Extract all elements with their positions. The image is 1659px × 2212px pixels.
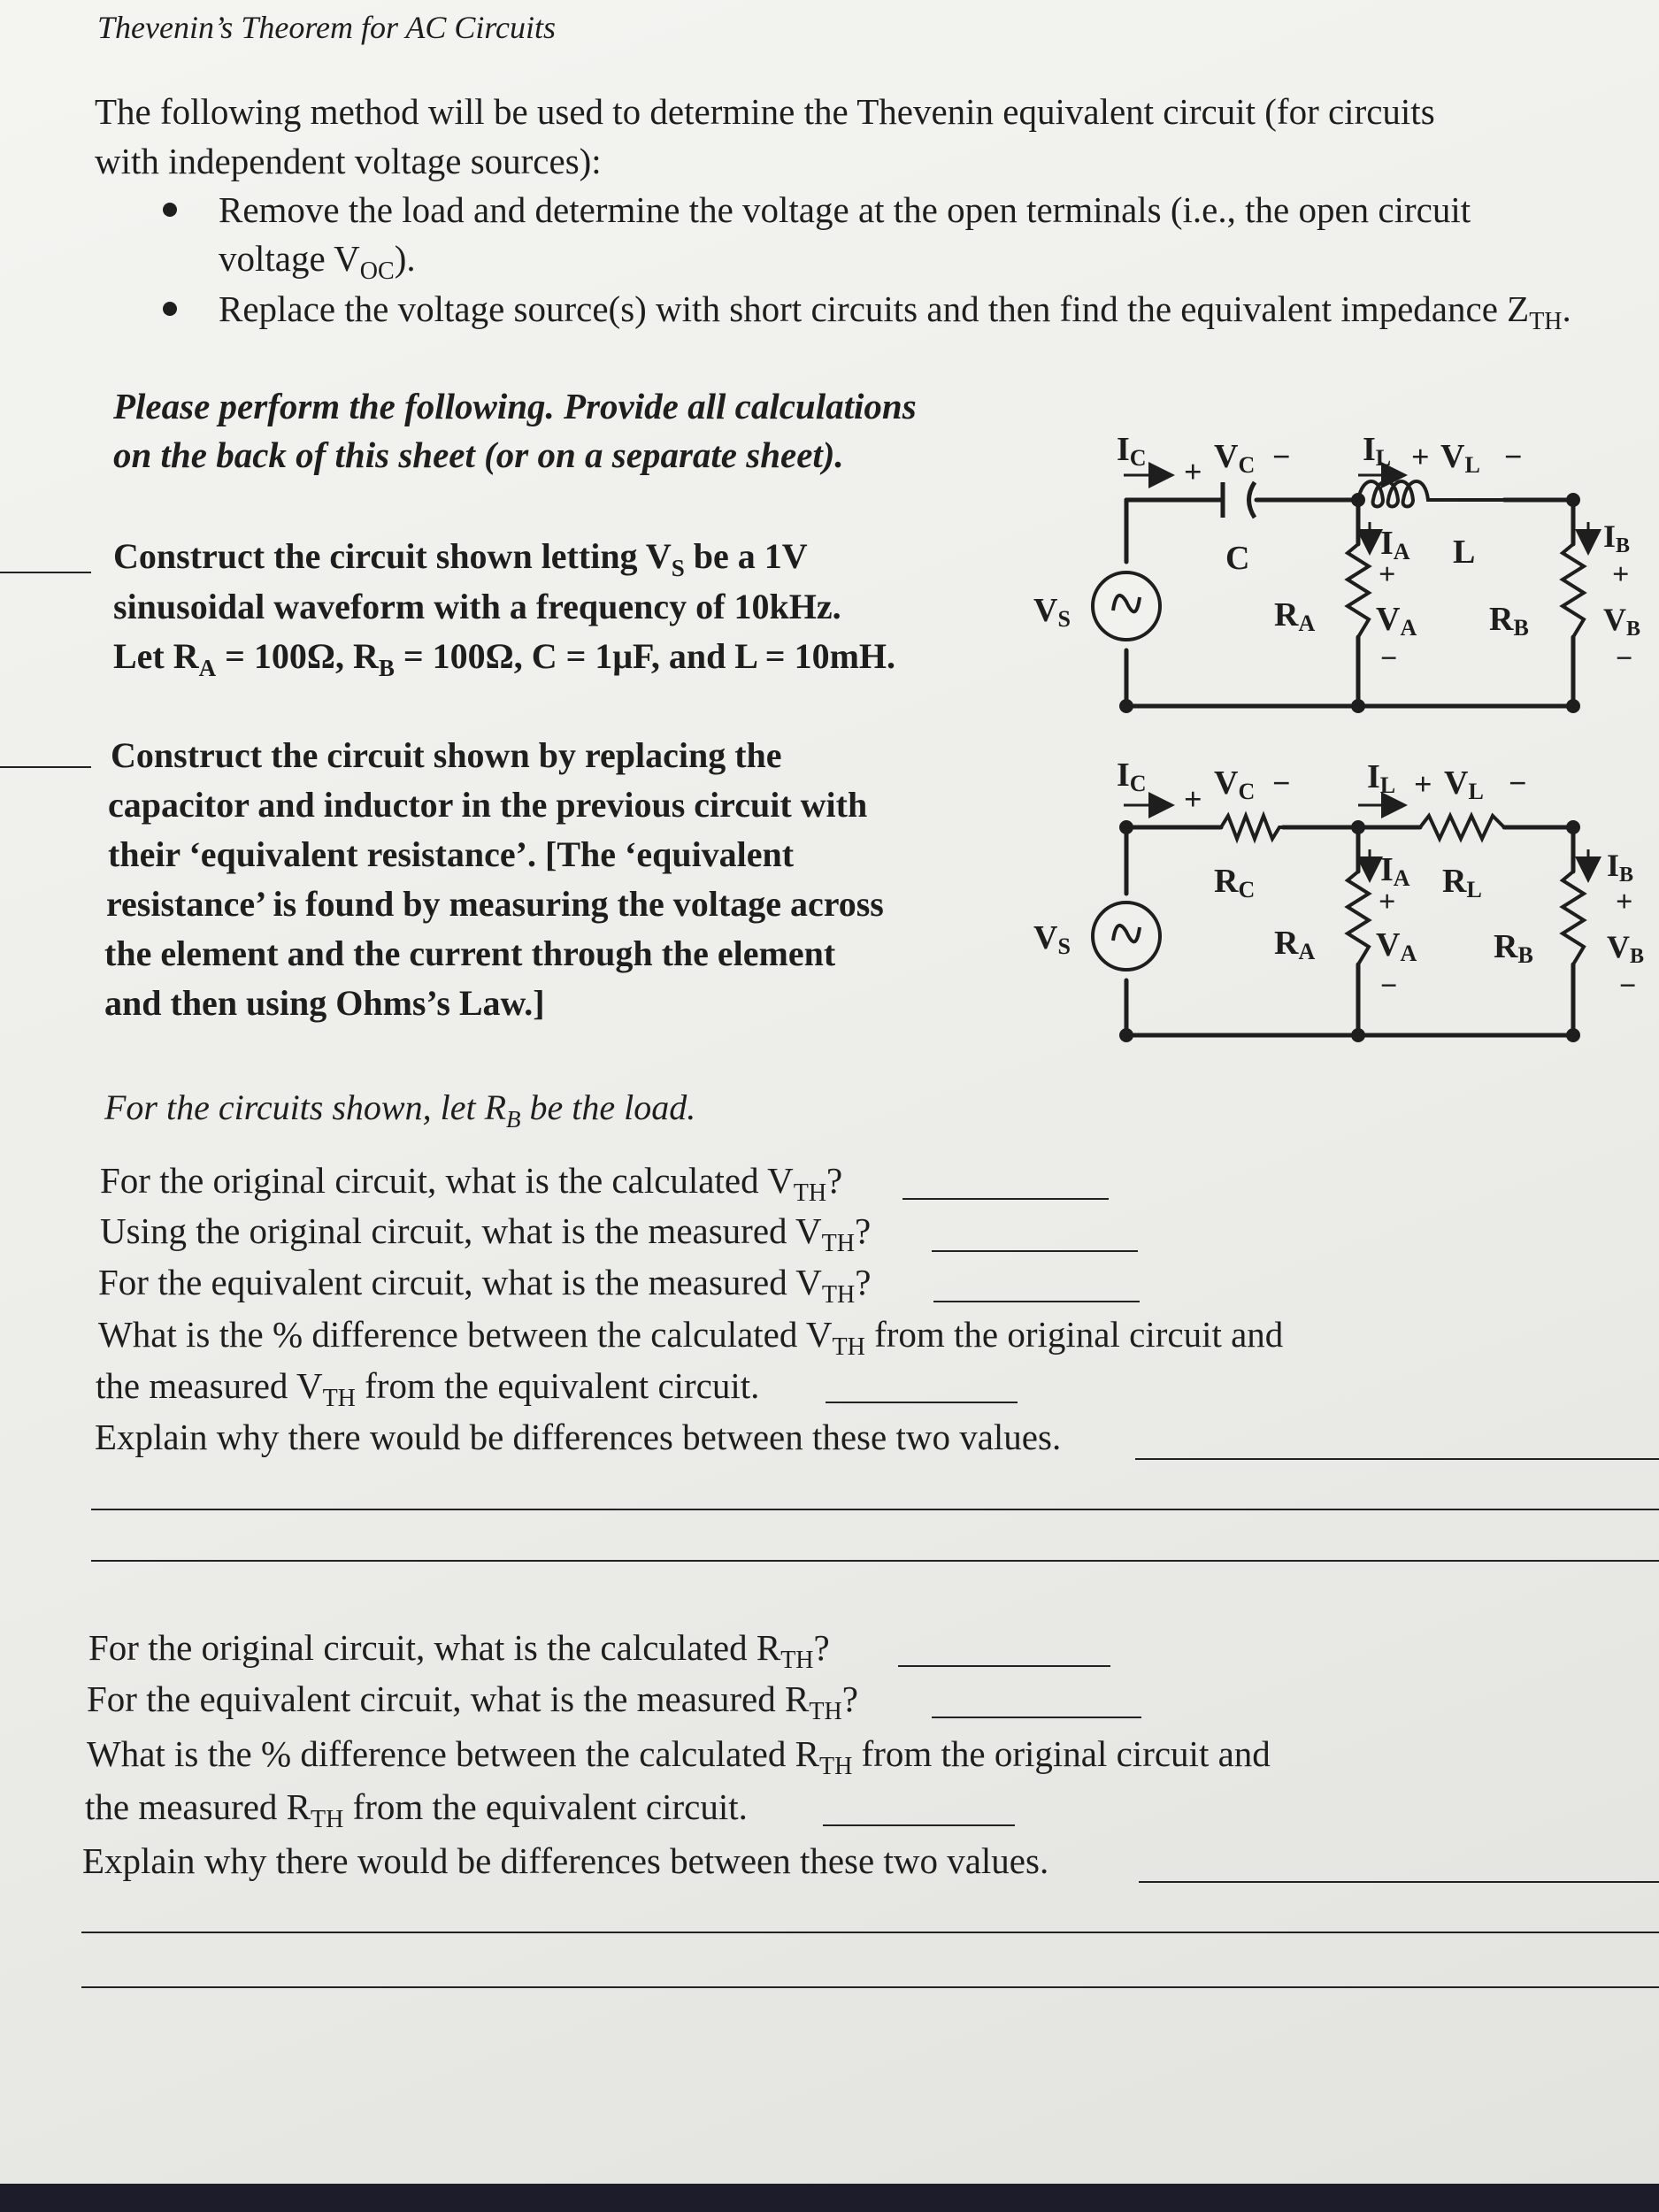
c1-ra-label: RA xyxy=(1274,596,1316,636)
c1-vl-minus: − xyxy=(1504,439,1523,474)
c2-vc-plus: + xyxy=(1184,781,1202,817)
task2-line-5: the element and the current through the element xyxy=(104,933,836,973)
bullet-1-line-1: Remove the load and determine the voltage at the open terminals (i.e., the open circuit xyxy=(219,189,1471,230)
resistor-ra2-symbol xyxy=(1348,872,1369,964)
c1-va-label: VA xyxy=(1376,601,1417,641)
c2-rb-label: RB xyxy=(1494,928,1533,968)
capacitor-symbol xyxy=(1223,482,1255,518)
c2-va-minus: − xyxy=(1380,970,1398,1002)
bullet-2-line-1: Replace the voltage source(s) with short circuits and then find the equivalent impedance $Z_{TH}$. xyxy=(219,288,1571,336)
c2-ic-label: IC xyxy=(1117,757,1147,796)
intro-line-1: The following method will be used to determine the Thevenin equivalent circuit (for circuits xyxy=(95,91,1435,132)
c1-vb-minus: − xyxy=(1616,642,1633,675)
c1-vb-plus: + xyxy=(1612,558,1630,591)
rth-q5: Explain why there would be differences between these two values. xyxy=(82,1840,1049,1881)
instructions-line-1: Please perform the following. Provide all calculations xyxy=(113,386,917,426)
rth-q4-answer-line[interactable] xyxy=(823,1824,1015,1826)
vth-q5-answer-line[interactable] xyxy=(826,1402,1018,1403)
load-note: For the circuits shown, let $R_B$ be the load. xyxy=(104,1087,696,1133)
bullet-1-line-2: voltage $V_{OC}$). xyxy=(219,238,416,286)
page-title: Thevenin’s Theorem for AC Circuits xyxy=(97,10,557,45)
rth-q4: the measured $R_{TH}$ from the equivalent circuit. xyxy=(85,1786,748,1834)
c2-vc-minus: − xyxy=(1272,765,1291,801)
c2-vl-label: VL xyxy=(1444,764,1484,804)
c1-ia-label: IA xyxy=(1380,525,1410,565)
resistor-rb-symbol xyxy=(1563,544,1584,637)
c2-vc-label: VC xyxy=(1214,764,1256,804)
c1-ib-label: IB xyxy=(1603,518,1631,557)
c1-vb-label: VB xyxy=(1603,602,1641,641)
c1-vs-label: VS xyxy=(1033,592,1071,632)
vth-q3: For the equivalent circuit, what is the measured $V_{TH}$? xyxy=(98,1262,872,1310)
c2-vb-label: VB xyxy=(1607,929,1645,968)
c2-vl-minus: − xyxy=(1509,765,1527,801)
task1-line-2: sinusoidal waveform with a frequency of 10kHz. xyxy=(113,587,841,626)
task1-line-1: Construct the circuit shown letting $V_S$ be a 1V xyxy=(113,536,808,581)
resistor-rl-symbol xyxy=(1420,816,1504,839)
rth-q2-answer-line[interactable] xyxy=(932,1717,1141,1718)
vth-q1-answer-line[interactable] xyxy=(902,1198,1109,1200)
c2-ra-label: RA xyxy=(1274,925,1316,964)
instructions-line-2: on the back of this sheet (or on a separate sheet). xyxy=(113,434,844,475)
bottom-edge xyxy=(0,2184,1659,2212)
task2-line-4: resistance’ is found by measuring the voltage across xyxy=(106,884,884,924)
vth-q2-answer-line[interactable] xyxy=(932,1250,1138,1252)
c2-il-label: IL xyxy=(1367,758,1396,798)
vth-q6-answer-line-3[interactable] xyxy=(91,1560,1659,1562)
c2-vs-label: VS xyxy=(1033,919,1071,959)
rth-q2: For the equivalent circuit, what is the measured $R_{TH}$? xyxy=(87,1678,858,1726)
c1-vl-plus: + xyxy=(1411,439,1430,474)
vth-q2: Using the original circuit, what is the measured $V_{TH}$? xyxy=(100,1210,872,1258)
voltage-source-symbol xyxy=(1093,572,1160,640)
resistor-ra-symbol xyxy=(1348,544,1369,637)
task2-line-3: their ‘equivalent resistance’. [The ‘equivalent xyxy=(108,834,795,874)
intro-line-2: with independent voltage sources): xyxy=(95,141,602,181)
rth-q5-answer-line-2[interactable] xyxy=(81,1932,1659,1933)
c1-vc-minus: − xyxy=(1272,439,1291,474)
c1-l-label: L xyxy=(1453,534,1476,571)
task2-line-2: capacitor and inductor in the previous circuit with xyxy=(108,785,868,825)
rth-q5-answer-line-1[interactable] xyxy=(1139,1881,1659,1883)
c1-vc-label: VC xyxy=(1214,438,1256,478)
task2-line-1: Construct the circuit shown by replacing the xyxy=(111,735,782,775)
c2-vl-plus: + xyxy=(1414,766,1432,802)
vth-q1: For the original circuit, what is the calculated $V_{TH}$? xyxy=(100,1160,843,1208)
vth-q4: What is the % difference between the calculated $V_{TH}$ from the original circuit and xyxy=(98,1314,1284,1362)
c1-vc-plus: + xyxy=(1184,454,1202,489)
c2-rl-label: RL xyxy=(1442,863,1482,902)
task1-line-3: Let $R_A = 100\Omega$, $R_B = 100\Omega$, C = 1μF, and L = 10mH. xyxy=(113,636,896,681)
resistor-rb2-symbol xyxy=(1563,872,1584,964)
c2-vb-minus: − xyxy=(1619,970,1637,1002)
vth-q6-answer-line-2[interactable] xyxy=(91,1509,1659,1510)
c2-va-label: VA xyxy=(1376,926,1417,966)
vth-q3-answer-line[interactable] xyxy=(933,1301,1140,1302)
c2-ia-label: IA xyxy=(1380,851,1410,891)
voltage-source-2-symbol xyxy=(1093,902,1160,970)
vth-q5: the measured $V_{TH}$ from the equivalent circuit. xyxy=(96,1365,760,1413)
c1-va-plus: + xyxy=(1379,558,1396,591)
rth-q3: What is the % difference between the calculated $R_{TH}$ from the original circuit and xyxy=(87,1733,1271,1781)
vth-q6-answer-line-1[interactable] xyxy=(1135,1458,1659,1460)
task2-line-6: and then using Ohms’s Law.] xyxy=(104,983,545,1023)
c2-vb-plus: + xyxy=(1616,886,1633,918)
c2-va-plus: + xyxy=(1379,886,1396,918)
c2-rc-label: RC xyxy=(1214,863,1256,902)
c1-vl-label: VL xyxy=(1440,438,1480,478)
c1-il-label: IL xyxy=(1363,431,1392,471)
inductor-symbol xyxy=(1358,481,1504,507)
c2-ib-label: IB xyxy=(1607,848,1634,887)
vth-q6: Explain why there would be differences between these two values. xyxy=(95,1417,1062,1457)
c1-va-minus: − xyxy=(1380,642,1398,675)
c1-ic-label: IC xyxy=(1117,431,1147,471)
rth-q1-answer-line[interactable] xyxy=(898,1665,1110,1667)
c1-c-label: C xyxy=(1225,540,1250,577)
resistor-rc-symbol xyxy=(1221,816,1283,839)
rth-q5-answer-line-3[interactable] xyxy=(81,1986,1659,1988)
rth-q1: For the original circuit, what is the calculated $R_{TH}$? xyxy=(88,1627,830,1675)
c1-rb-label: RB xyxy=(1489,601,1529,641)
